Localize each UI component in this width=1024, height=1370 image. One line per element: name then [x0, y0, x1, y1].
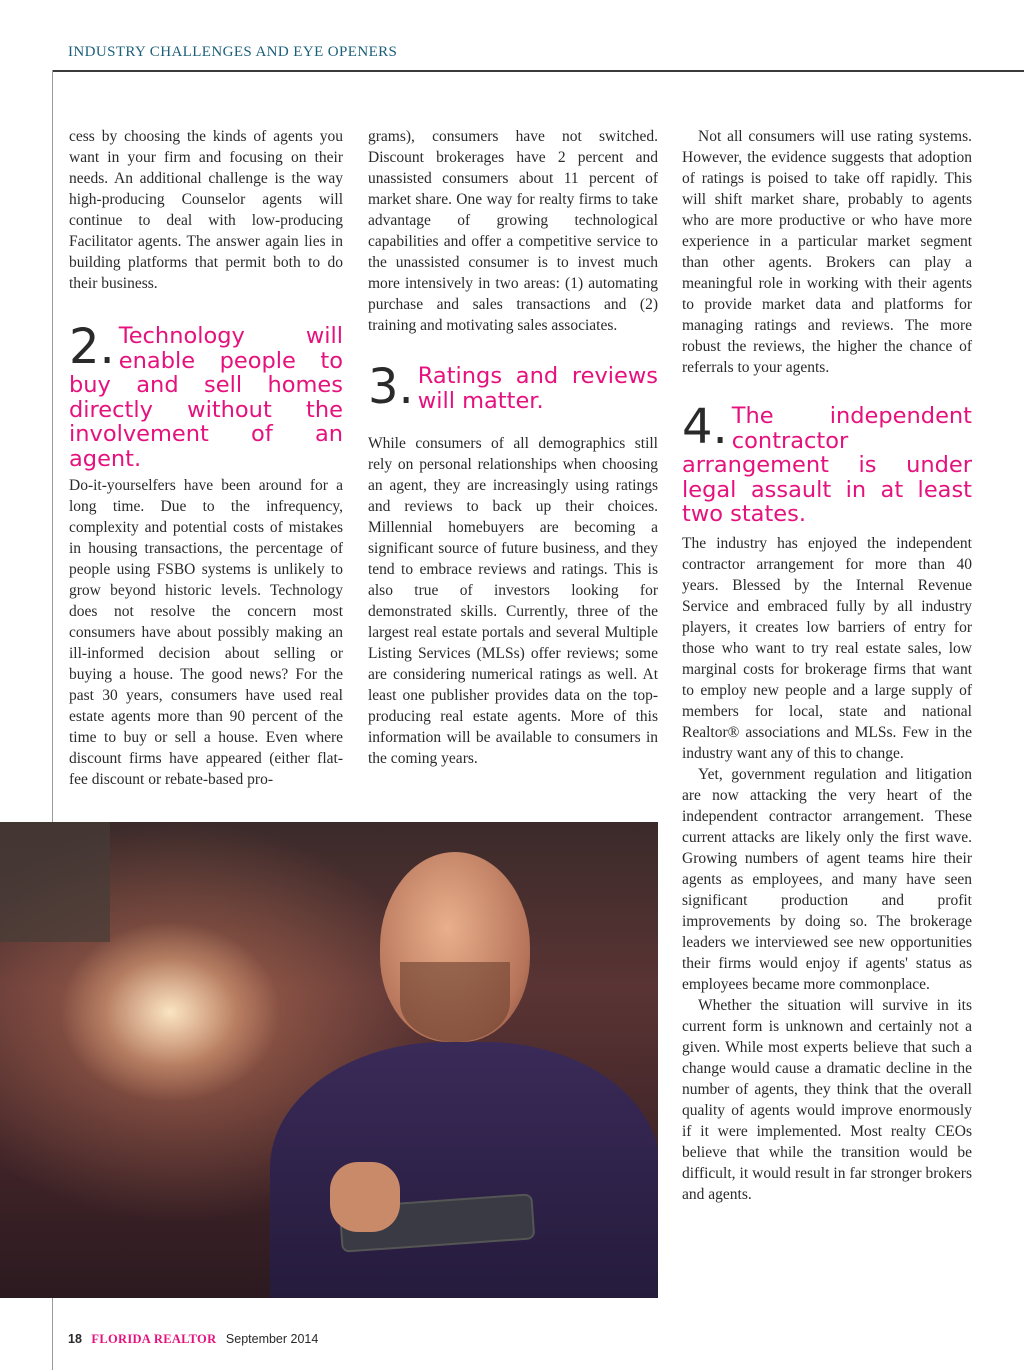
section-4-heading: [682, 399, 972, 527]
background-chalkboard: [0, 822, 110, 942]
section-number: 2.: [69, 319, 115, 375]
section-number: 4.: [682, 399, 728, 455]
section-2-heading: [69, 319, 343, 472]
section-title: The independent contractor arrangement is under legal assault in at least two states.: [682, 403, 972, 527]
paragraph: Do-it-yourselfers have been around for a long time. Due to the infrequency, complexity and potential costs of mistakes in housing transactions, the percentage of people using FSBO systems is unlikely to grow beyond historic levels. Technology does not resolve the concern most consumers have about possibly making an ill-informed decision about selling or buying a house. The good news? For the past 30 years, consumers have used real estate agents more than 90 percent of the time to buy or sell a house. Even where discount firms have appeared (either flat-fee discount or rebate-based pro-: [69, 477, 343, 788]
paragraph: Yet, government regulation and litigation are now attacking the very heart of the independent contractor arrangement. These current attacks are likely only the first wave. Growing numbers of agent teams hire their agents as employees, and many have seen significant production and profit improvements by doing so. The brokerage leaders we interviewed see new opportunities their firms would enjoy if agents' status as employees became more commonplace.: [682, 765, 972, 993]
section-header: INDUSTRY CHALLENGES AND EYE OPENERS: [68, 44, 398, 60]
header-rule: [52, 70, 1024, 72]
column-1: [69, 126, 343, 790]
man-with-tablet-photo: [0, 822, 658, 1298]
section-number: 3.: [368, 359, 414, 415]
paragraph: Whether the situation will survive in its current form is unknown and certainly not a given. While most experts believe that such a change would cause a dramatic decline in the number of agents, they think that the overall quality of agents would improve enormously if it were implemented. Most realty CEOs believe that while the transition would be difficult, it would result in far stronger brokers and agents.: [682, 996, 972, 1203]
page-number: 18: [68, 1332, 82, 1346]
paragraph: Not all consumers will use rating systems. However, the evidence suggests that adoption of ratings is poised to take off rapidly. This will shift market share, probably to agents who are more productive or who have more experience in a particular market segment than other agents. Brokers can play a meaningful role in working with their agents to provide market data and platforms for managing ratings and reviews. The more robust the reviews, the higher the chance of referrals to your agents.: [682, 128, 972, 376]
person-torso: [270, 1042, 658, 1298]
section-title: Ratings and reviews will matter.: [417, 363, 658, 414]
column-3: [682, 126, 972, 1205]
section-title: Technology will enable people to buy and sell homes directly without the involvement of an agent.: [69, 323, 343, 472]
column-2: [368, 126, 658, 769]
paragraph: While consumers of all demographics still rely on personal relationships when choosing an agent, they are increasingly using ratings and reviews to back up their choices. Millennial homebuyers are becoming a significant source of future business, and they tend to embrace reviews and ratings. This is also true of investors looking for demonstrated skills. Currently, three of the largest real estate portals and several Multiple Listing Services (MLSs) offer reviews; some are considering numerical ratings as well. At least one publisher provides data on the top-producing real estate agents. More of this information will be available to consumers in the coming years.: [368, 435, 658, 767]
person-beard: [400, 962, 510, 1042]
page-footer: [68, 1332, 318, 1347]
magazine-name: FLORIDA REALTOR: [91, 1332, 217, 1346]
person-hand: [330, 1162, 400, 1232]
paragraph: grams), consumers have not switched. Discount brokerages have 2 percent and unassisted consumers about 11 percent of market share. One way for realty firms to take advantage of growing technological capabilities and offer a competitive service to the unassisted consumer is to invest much more intensively in two areas: (1) automating purchase and sales transactions and (2) training and motivating sales associates.: [368, 128, 658, 334]
paragraph: The industry has enjoyed the independent contractor arrangement for more than 40 years. Blessed by the Internal Revenue Service and embraced fully by all industry players, it creates low barriers of entry for those who want to try real estate sales, low marginal costs for brokerage firms that want to employ new people and a large supply of members for local, state and national Realtor® associations and MLSs. Few in the industry want any of this to change.: [682, 534, 972, 762]
issue-date: September 2014: [225, 1332, 319, 1346]
section-3-heading: [368, 359, 658, 415]
paragraph: cess by choosing the kinds of agents you want in your firm and focusing on their needs. An additional challenge is the way high-producing Counselor agents will continue to deal with low-producing Facilitator agents. The answer again lies in building platforms that permit both to do their business.: [69, 128, 343, 292]
